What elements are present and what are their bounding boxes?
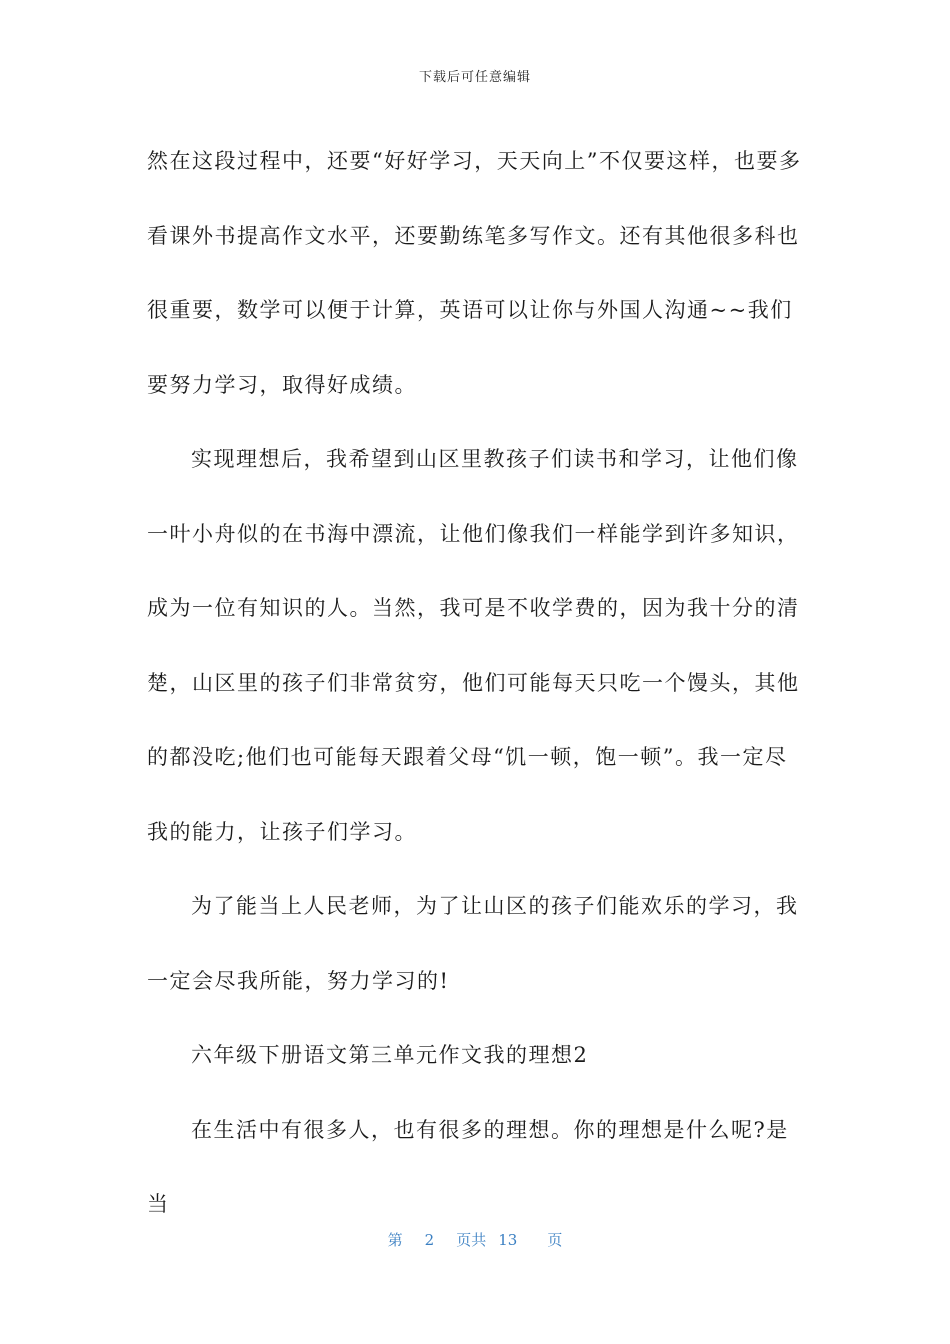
header-note: 下载后可任意编辑	[418, 70, 531, 85]
footer-prefix: 第	[387, 1231, 403, 1249]
footer-current-page: 2	[424, 1231, 435, 1249]
footer-suffix: 页	[547, 1231, 563, 1249]
paragraph: 在生活中有很多人，也有很多的理想。你的理想是什么呢?是当	[147, 1117, 789, 1216]
paragraph: 然在这段过程中，还要“好好学习，天天向上”不仅要这样，也要多看课外书提高作文水平，还要勤练笔多写作文。还有其他很多科也很重要，数学可以便于计算，英语可以让你与外国人沟通~~我们要努力学习，取得好成绩。	[147, 149, 802, 397]
page-footer	[0, 1229, 950, 1250]
section-title: 六年级下册语文第三单元作文我的理想2	[191, 1043, 589, 1067]
paragraph: 为了能当上人民老师，为了让山区的孩子们能欢乐的学习，我一定会尽我所能，努力学习的!	[147, 894, 799, 993]
footer-middle: 页共	[456, 1231, 487, 1249]
footer-total-pages: 13	[498, 1231, 518, 1249]
paragraph: 实现理想后，我希望到山区里教孩子们读书和学习，让他们像一叶小舟似的在书海中漂流，让他们像我们一样能学到许多知识，成为一位有知识的人。当然，我可是不收学费的，因为我十分的清楚，山区里的孩子们非常贫穷，他们可能每天只吃一个馒头，其他的都没吃;他们也可能每天跟着父母“饥一顿，饱一顿”。我一定尽我的能力，让孩子们学习。	[147, 447, 800, 844]
document-body	[147, 124, 807, 1242]
